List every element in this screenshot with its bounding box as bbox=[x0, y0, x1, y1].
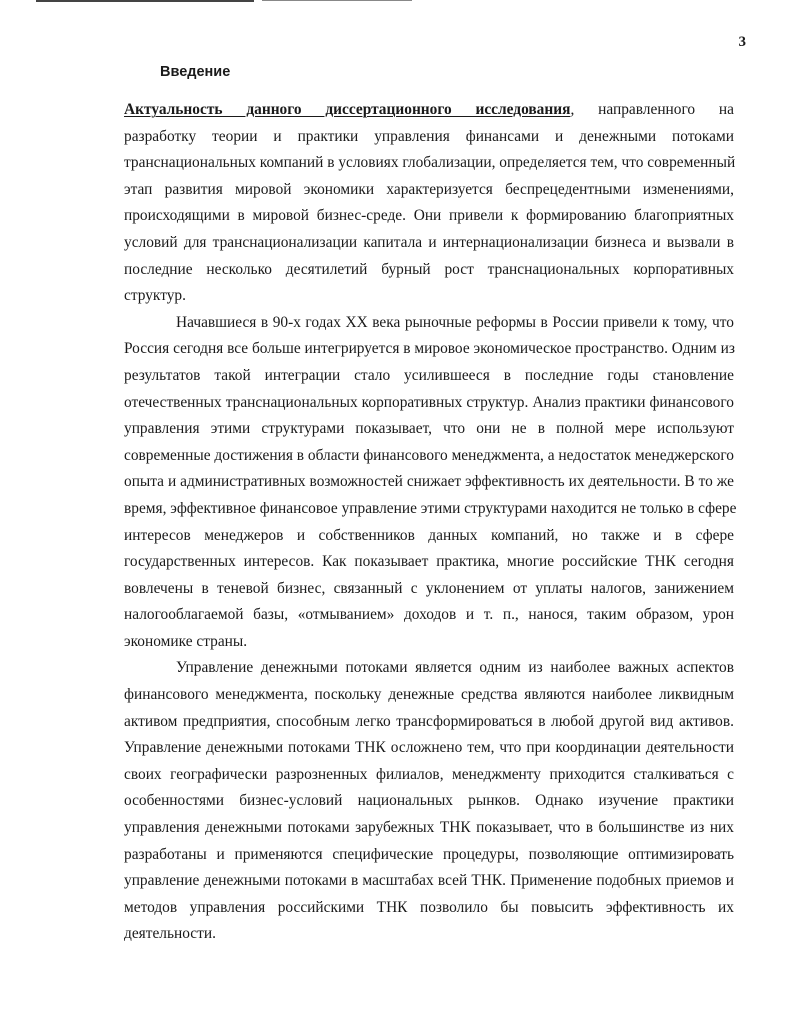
line-text: , направленного на bbox=[570, 101, 734, 118]
text-line bbox=[124, 336, 734, 363]
text-line bbox=[124, 921, 734, 948]
scan-edge-mark bbox=[36, 0, 254, 2]
line-text: Управление денежными потоками является одним из наиболее важных аспектов bbox=[176, 659, 734, 677]
text-line bbox=[124, 709, 734, 736]
line-text: интересов менеджеров и собственников данных компаний, но также и в сфере bbox=[124, 526, 734, 544]
line-text: деятельности. bbox=[124, 925, 216, 943]
text-line bbox=[124, 842, 734, 869]
text-line bbox=[124, 416, 734, 443]
text-line bbox=[124, 629, 734, 656]
line-text: государственных интересов. Как показывает практика, многие российские ТНК сегодня bbox=[124, 553, 734, 571]
text-line bbox=[124, 124, 734, 151]
text-line bbox=[124, 682, 734, 709]
line-text: Начавшиеся в 90-х годах XX века рыночные реформы в России привели к тому, что bbox=[176, 313, 734, 331]
text-line bbox=[124, 762, 734, 789]
line-text: разработаны и применяются специфические процедуры, позволяющие оптимизировать bbox=[124, 845, 734, 863]
line-text: структур. bbox=[124, 287, 186, 305]
text-line bbox=[124, 602, 734, 629]
section-heading: Введение bbox=[160, 64, 231, 80]
line-text: особенностями бизнес-условий национальных рынков. Однако изучение практики bbox=[124, 792, 734, 810]
line-text: своих географически разрозненных филиалов, менеджменту приходится сталкиваться с bbox=[124, 765, 734, 783]
line-text: управления этими структурами показывает, что они не в полной мере используют bbox=[124, 420, 734, 438]
line-text: транснациональных компаний в условиях глобализации, определяется тем, что современный bbox=[124, 154, 736, 172]
text-line bbox=[124, 868, 734, 895]
line-text: Россия сегодня все больше интегрируется в мировое экономическое пространство. Одним из bbox=[124, 340, 735, 358]
line-text: вовлечены в теневой бизнес, связанный с уклонением от уплаты налогов, занижением bbox=[124, 579, 734, 597]
line-text: методов управления российскими ТНК позволило бы повысить эффективность их bbox=[124, 898, 734, 916]
line-text: Управление денежными потоками ТНК осложнено тем, что при координации деятельности bbox=[124, 739, 734, 757]
text-line bbox=[124, 549, 734, 576]
line-text: происходящими в мировой бизнес-среде. Они привели к формированию благоприятных bbox=[124, 207, 734, 225]
line-text: условий для транснационализации капитала и интернационализации бизнеса и вызвали в bbox=[124, 233, 734, 251]
line-text: последние несколько десятилетий бурный рост транснациональных корпоративных bbox=[124, 260, 734, 278]
line-text: этап развития мировой экономики характеризуется беспрецедентными изменениями, bbox=[124, 180, 734, 198]
text-line bbox=[124, 735, 734, 762]
text-line bbox=[124, 496, 737, 523]
line-text: финансового менеджмента, поскольку денежные средства являются наиболее ликвидным bbox=[124, 686, 734, 704]
text-line bbox=[124, 230, 734, 257]
text-line bbox=[124, 203, 734, 230]
body-text bbox=[124, 97, 737, 948]
page-number: 3 bbox=[738, 34, 746, 50]
text-line bbox=[124, 97, 734, 124]
text-line bbox=[124, 576, 734, 603]
text-line bbox=[124, 788, 734, 815]
line-text: время, эффективное финансовое управление этими структурами находится не только в сфере bbox=[124, 499, 737, 517]
line-text: современные достижения в области финансового менеджмента, а недостаток менеджерского bbox=[124, 446, 734, 464]
text-line bbox=[124, 390, 734, 417]
line-text: результатов такой интеграции стало усилившееся в последние годы становление bbox=[124, 366, 734, 384]
text-line bbox=[124, 815, 734, 842]
text-line bbox=[124, 177, 734, 204]
text-line bbox=[124, 363, 734, 390]
text-line bbox=[124, 150, 734, 177]
line-text: управление денежными потоками в масштабах всей ТНК. Применение подобных приемов и bbox=[124, 872, 734, 890]
scan-edge-mark bbox=[262, 0, 412, 1]
underlined-lead-phrase: Актуальность данного диссертационного исследования bbox=[124, 101, 571, 118]
text-line bbox=[124, 523, 734, 550]
line-text: налогооблагаемой базы, «отмыванием» доходов и т. п., нанося, таким образом, урон bbox=[124, 606, 734, 624]
text-line bbox=[124, 895, 734, 922]
text-line bbox=[124, 469, 734, 496]
line-text: активом предприятия, способным легко трансформироваться в любой другой вид активов. bbox=[124, 712, 734, 730]
line-text: отечественных транснациональных корпоративных структур. Анализ практики финансового bbox=[124, 393, 734, 411]
line-text: разработку теории и практики управления финансами и денежными потоками bbox=[124, 127, 734, 145]
line-text: управления денежными потоками зарубежных ТНК показывает, что в большинстве из них bbox=[124, 819, 734, 837]
text-line bbox=[124, 257, 734, 284]
text-line bbox=[124, 655, 734, 682]
text-line bbox=[124, 283, 734, 310]
text-line bbox=[124, 443, 734, 470]
text-line bbox=[124, 310, 734, 337]
line-text: опыта и административных возможностей снижает эффективность их деятельности. В то же bbox=[124, 473, 734, 491]
line-text: экономике страны. bbox=[124, 632, 248, 650]
